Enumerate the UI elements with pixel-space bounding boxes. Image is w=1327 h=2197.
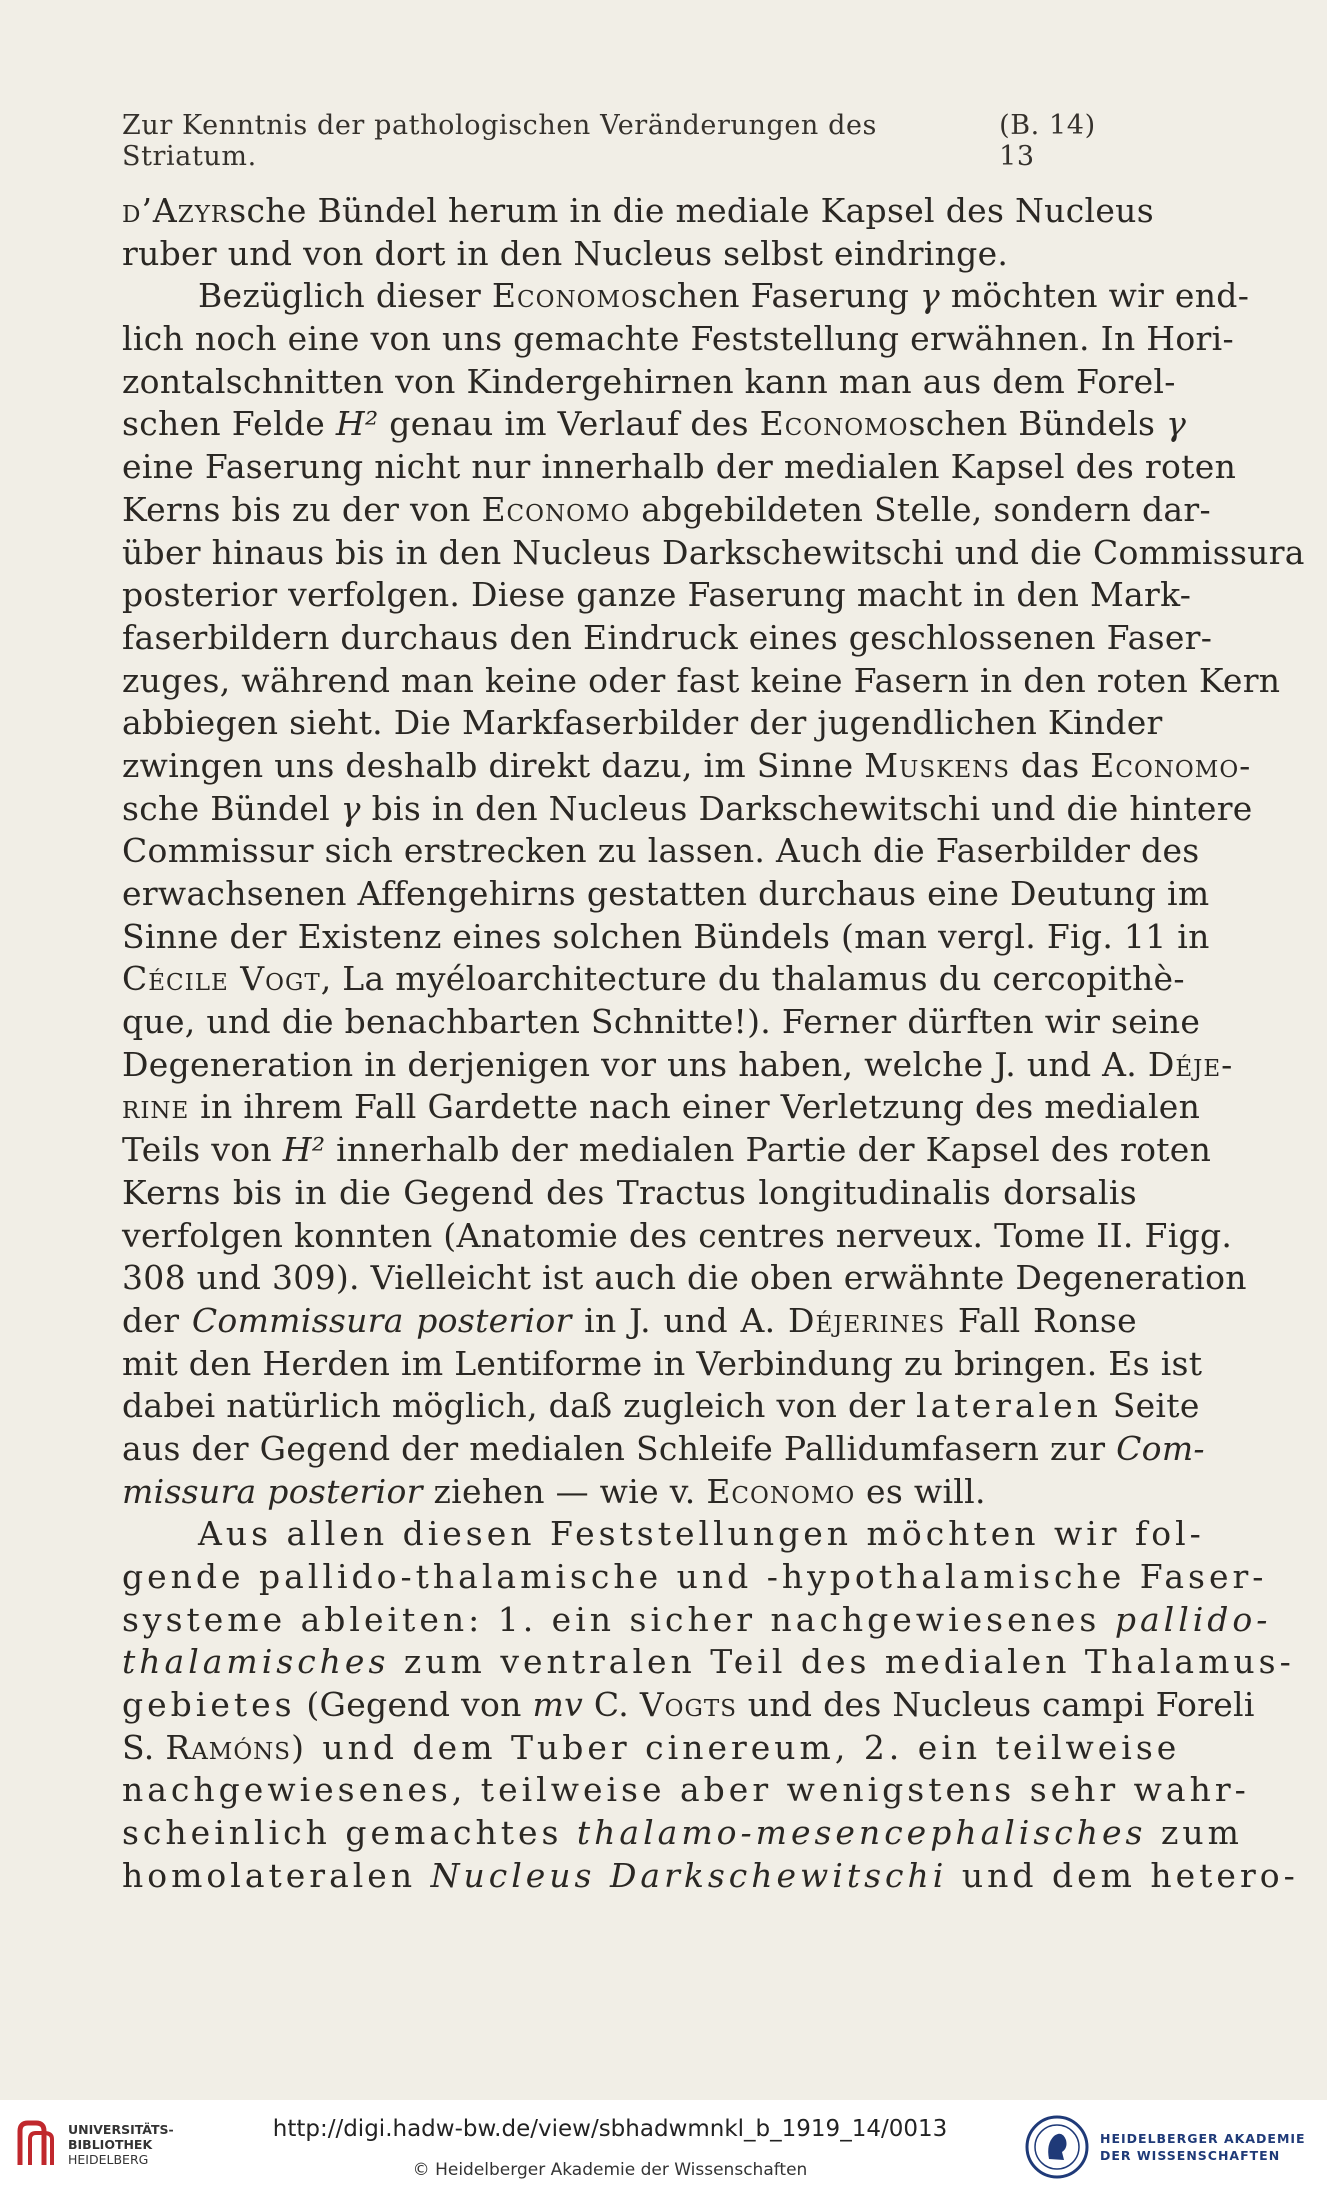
text-line: faserbildern durchaus den Eindruck eines geschlossenen Faser- bbox=[122, 617, 1213, 657]
text-line: mit den Herden im Lentiforme in Verbindung zu bringen. Es ist bbox=[122, 1343, 1203, 1383]
text-line: zontalschnitten von Kindergehirnen kann man aus dem Forel- bbox=[122, 361, 1176, 401]
text-line: que, und die benachbarten Schnitte!). Ferner dürften wir seine bbox=[122, 1002, 1201, 1042]
text-line: systeme ableiten: 1. ein sicher nachgewiesenes pallido- bbox=[122, 1599, 1272, 1639]
digitization-footer bbox=[0, 2100, 1327, 2197]
text-line: rine in ihrem Fall Gardette nach einer Verletzung des medialen bbox=[122, 1087, 1201, 1127]
text-line: über hinaus bis in den Nucleus Darkschewitschi und die Commissura bbox=[122, 532, 1305, 572]
text-line: Bezüglich dieser Economoschen Faserung γ möchten wir end- bbox=[198, 276, 1250, 316]
copyright-notice: © Heidelberger Akademie der Wissenschaften bbox=[412, 2160, 808, 2180]
text-line: sche Bündel γ bis in den Nucleus Darkschewitschi und die hintere bbox=[122, 788, 1253, 828]
text-line: gebietes (Gegend von mv C. Vogts und des Nucleus campi Foreli bbox=[122, 1685, 1255, 1725]
text-line: dabei natürlich möglich, daß zugleich von der lateralen Seite bbox=[122, 1386, 1200, 1426]
body-text bbox=[122, 190, 1305, 1898]
academy-logo[interactable] bbox=[1024, 2112, 1314, 2182]
text-line: Commissur sich erstrecken zu lassen. Auch die Faserbilder des bbox=[122, 831, 1200, 871]
text-line: Sinne der Existenz eines solchen Bündels (man vergl. Fig. 11 in bbox=[122, 916, 1210, 956]
running-header bbox=[122, 110, 1137, 172]
text-line: erwachsenen Affengehirns gestatten durchaus eine Deutung im bbox=[122, 874, 1210, 913]
text-line: verfolgen konnten (Anatomie des centres nerveux. Tome II. Figg. bbox=[122, 1215, 1233, 1255]
text-line: Teils von H² innerhalb der medialen Partie der Kapsel des roten bbox=[122, 1130, 1212, 1170]
library-name: UNIVERSITÄTS- BIBLIOTHEK HEIDELBERG bbox=[68, 2121, 174, 2167]
text-line: Cécile Vogt, La myéloarchitecture du thalamus du cercopithè- bbox=[122, 959, 1185, 999]
library-seal-icon bbox=[14, 2117, 60, 2171]
text-line: gende pallido-thalamische und -hypothalamische Faser- bbox=[122, 1557, 1268, 1596]
academy-seal-icon bbox=[1024, 2114, 1090, 2180]
text-line: ruber und von dort in den Nucleus selbst eindringe. bbox=[122, 233, 1009, 273]
text-line: d’Azyrsche Bündel herum in die mediale Kapsel des Nucleus bbox=[122, 191, 1154, 230]
text-line: S. Ramóns) und dem Tuber cinereum, 2. ein teilweise bbox=[122, 1727, 1181, 1767]
text-line: abbiegen sieht. Die Markfaserbilder der jugendlichen Kinder bbox=[122, 703, 1163, 743]
text-line: schen Felde H² genau im Verlauf des Economoschen Bündels γ bbox=[122, 404, 1187, 444]
academy-name: HEIDELBERGER AKADEMIE DER WISSENSCHAFTEN bbox=[1100, 2131, 1306, 2163]
text-line: homolateralen Nucleus Darkschewitschi und dem hetero- bbox=[122, 1855, 1299, 1895]
text-line: 308 und 309). Vielleicht ist auch die oben erwähnte Degeneration bbox=[122, 1258, 1247, 1298]
text-line: missura posterior ziehen — wie v. Economo es will. bbox=[122, 1471, 986, 1511]
text-line: eine Faserung nicht nur innerhalb der medialen Kapsel des roten bbox=[122, 447, 1237, 487]
text-line: thalamisches zum ventralen Teil des medialen Thalamus- bbox=[122, 1642, 1295, 1682]
text-line: der Commissura posterior in J. und A. Déjerines Fall Ronse bbox=[122, 1300, 1137, 1340]
permalink-url[interactable]: http://digi.hadw-bw.de/view/sbhadwmnkl_b_1919_14/0013 bbox=[272, 2116, 948, 2142]
text-line: Kerns bis zu der von Economo abgebildeten Stelle, sondern dar- bbox=[122, 489, 1211, 529]
text-line: Kerns bis in die Gegend des Tractus longitudinalis dorsalis bbox=[122, 1172, 1137, 1212]
page-reference: (B. 14) 13 bbox=[999, 110, 1096, 172]
text-line: nachgewiesenes, teilweise aber wenigstens sehr wahr- bbox=[122, 1770, 1250, 1810]
text-line: zwingen uns deshalb direkt dazu, im Sinne Muskens das Economo- bbox=[122, 745, 1252, 785]
text-line: Aus allen diesen Feststellungen möchten wir fol- bbox=[198, 1514, 1205, 1554]
text-line: Degeneration in derjenigen vor uns haben, welche J. und A. Déje- bbox=[122, 1044, 1234, 1084]
running-title: Zur Kenntnis der pathologischen Veränderungen des Striatum. bbox=[122, 110, 877, 172]
text-line: lich noch eine von uns gemachte Feststellung erwähnen. In Hori- bbox=[122, 319, 1234, 359]
text-line: zuges, während man keine oder fast keine Fasern in den roten Kern bbox=[122, 660, 1281, 700]
text-line: scheinlich gemachtes thalamo-mesencephalisches zum bbox=[122, 1813, 1243, 1853]
text-line: posterior verfolgen. Diese ganze Faserung macht in den Mark- bbox=[122, 575, 1192, 615]
text-line: aus der Gegend der medialen Schleife Pallidumfasern zur Com- bbox=[122, 1428, 1205, 1468]
library-logo[interactable] bbox=[14, 2114, 174, 2174]
